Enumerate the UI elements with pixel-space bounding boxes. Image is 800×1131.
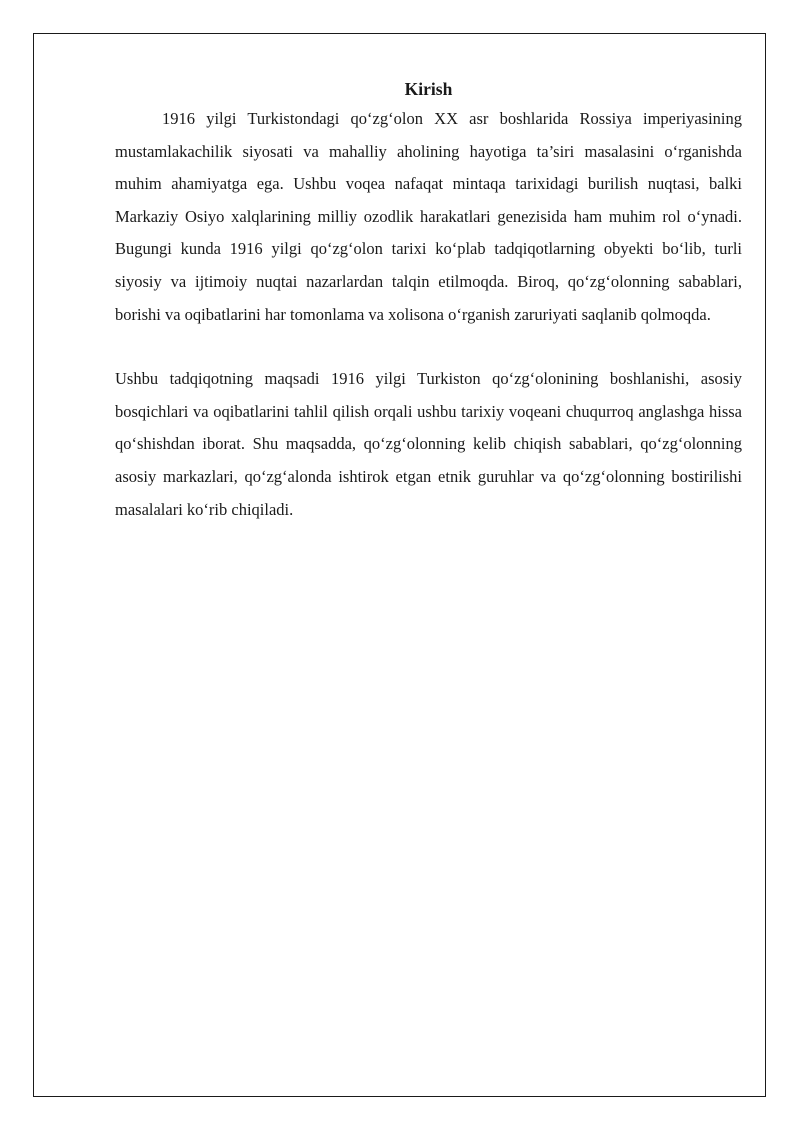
- document-title: Kirish: [404, 79, 453, 99]
- paragraph-research-goal: Ushbu tadqiqotning maqsadi 1916 yilgi Turkiston qo‘zg‘olonining boshlanishi, asosiy bosqichlari va oqibatlarini tahlil qilish orqali ushbu tarixiy voqeani chuqurroq anglashga hissa qo‘shishdan iborat. Shu maqsadda, qo‘zg‘olonning kelib chiqish sabablari, qo‘zg‘olonning asosiy markazlari, qo‘zg‘alonda ishtirok etgan etnik guruhlar va qo‘zg‘olonning bostirilishi masalalari ko‘rib chiqiladi.: [115, 369, 742, 519]
- document-body: [115, 75, 742, 526]
- paragraph-introduction: 1916 yilgi Turkistondagi qo‘zg‘olon XX asr boshlarida Rossiya imperiyasining mustamlakachilik siyosati va mahalliy aholining hayotiga ta’siri masalasini o‘rganishda muhim ahamiyatga ega. Ushbu voqea nafaqat mintaqa tarixidagi burilish nuqtasi, balki Markaziy Osiyo xalqlarining milliy ozodlik harakatlari genezisida ham muhim rol o‘ynadi. Bugungi kunda 1916 yilgi qo‘zg‘olon tarixi ko‘plab tadqiqotlarning obyekti bo‘lib, turli siyosiy va ijtimoiy nuqtai nazarlardan talqin etilmoqda. Biroq, qo‘zg‘olonning sabablari, borishi va oqibatlarini har tomonlama va xolisona o‘rganish zaruriyati saqlanib qolmoqda.: [115, 109, 742, 324]
- paragraph-spacer: [115, 331, 742, 363]
